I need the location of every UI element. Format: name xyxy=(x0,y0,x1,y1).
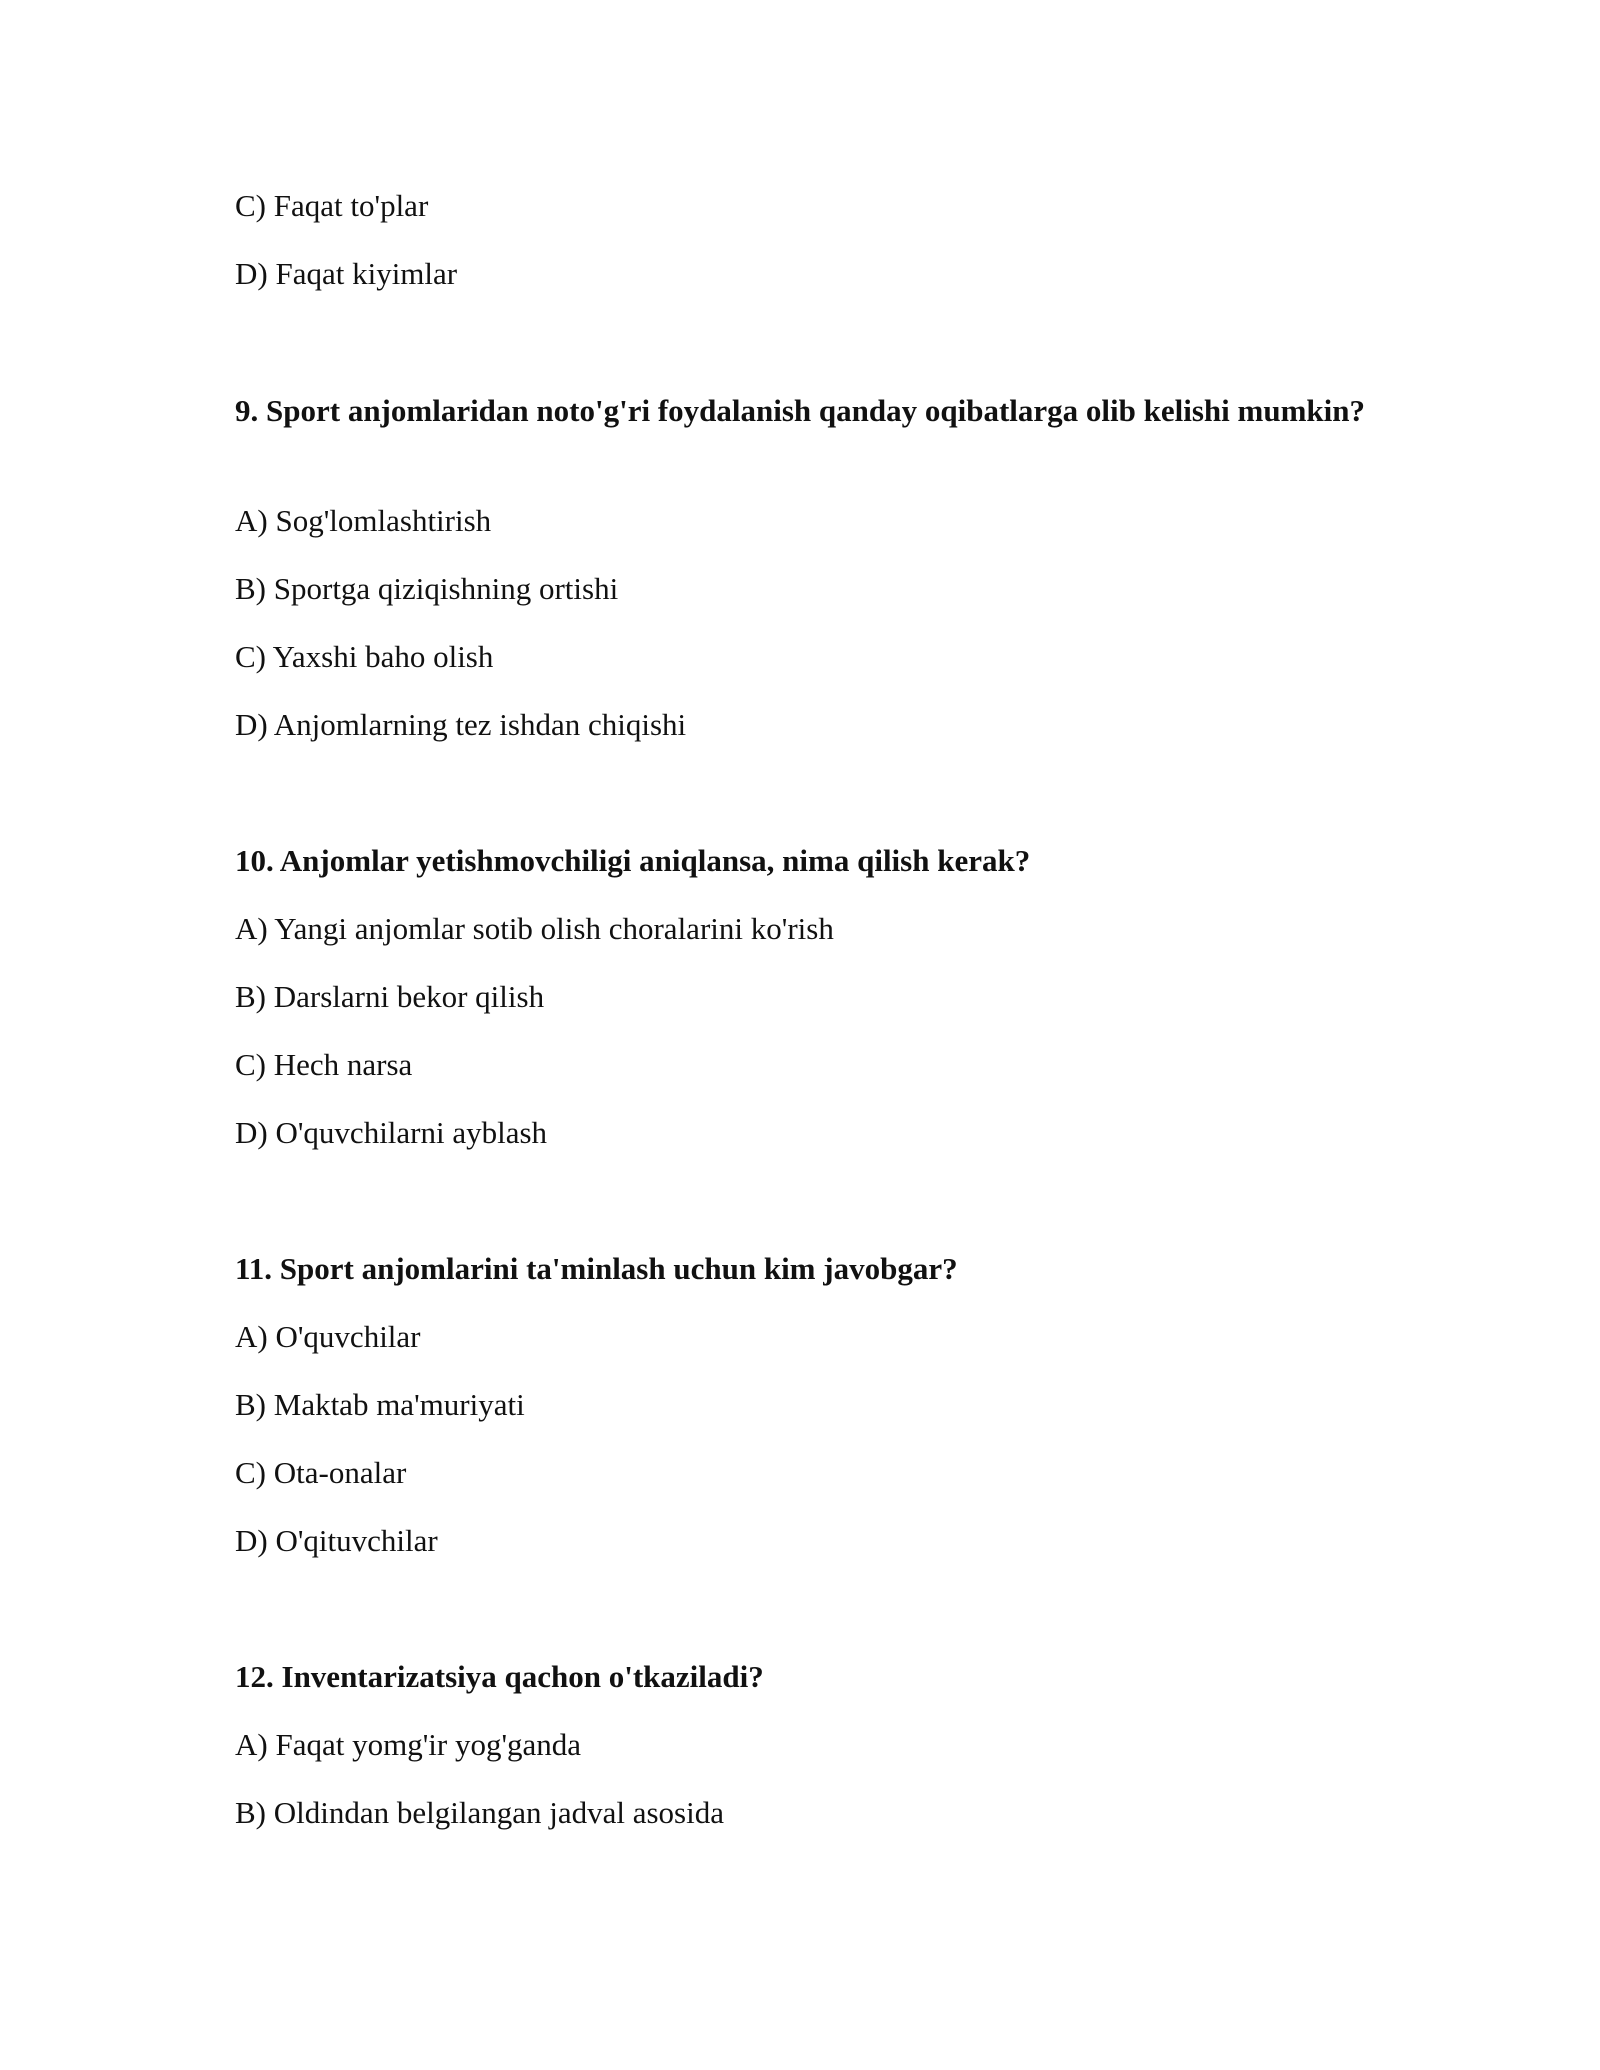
option-10a: A) Yangi anjomlar sotib olish choralarini ko'rish xyxy=(235,911,834,946)
option-9c: C) Yaxshi baho olish xyxy=(235,639,494,674)
option-11b: B) Maktab ma'muriyati xyxy=(235,1387,525,1422)
option-12b: B) Oldindan belgilangan jadval asosida xyxy=(235,1795,724,1830)
question-12: 12. Inventarizatsiya qachon o'tkaziladi? xyxy=(235,1659,764,1694)
option-11c: C) Ota-onalar xyxy=(235,1455,407,1490)
option-10c: C) Hech narsa xyxy=(235,1047,413,1082)
option-11d: D) O'qituvchilar xyxy=(235,1523,438,1558)
option-carryover-c: C) Faqat to'plar xyxy=(235,188,429,223)
option-10d: D) O'quvchilarni ayblash xyxy=(235,1115,548,1150)
option-carryover-d: D) Faqat kiyimlar xyxy=(235,256,458,291)
option-9d: D) Anjomlarning tez ishdan chiqishi xyxy=(235,707,687,742)
option-11a: A) O'quvchilar xyxy=(235,1319,421,1354)
option-9a: A) Sog'lomlashtirish xyxy=(235,503,492,538)
option-10b: B) Darslarni bekor qilish xyxy=(235,979,545,1014)
question-9: 9. Sport anjomlaridan noto'g'ri foydalanish qanday oqibatlarga olib kelishi mumkin? xyxy=(235,393,1366,428)
option-9b: B) Sportga qiziqishning ortishi xyxy=(235,571,619,606)
question-10: 10. Anjomlar yetishmovchiligi aniqlansa, nima qilish kerak? xyxy=(235,843,1031,878)
option-12a: A) Faqat yomg'ir yog'ganda xyxy=(235,1727,582,1762)
question-11: 11. Sport anjomlarini ta'minlash uchun kim javobgar? xyxy=(235,1251,958,1286)
